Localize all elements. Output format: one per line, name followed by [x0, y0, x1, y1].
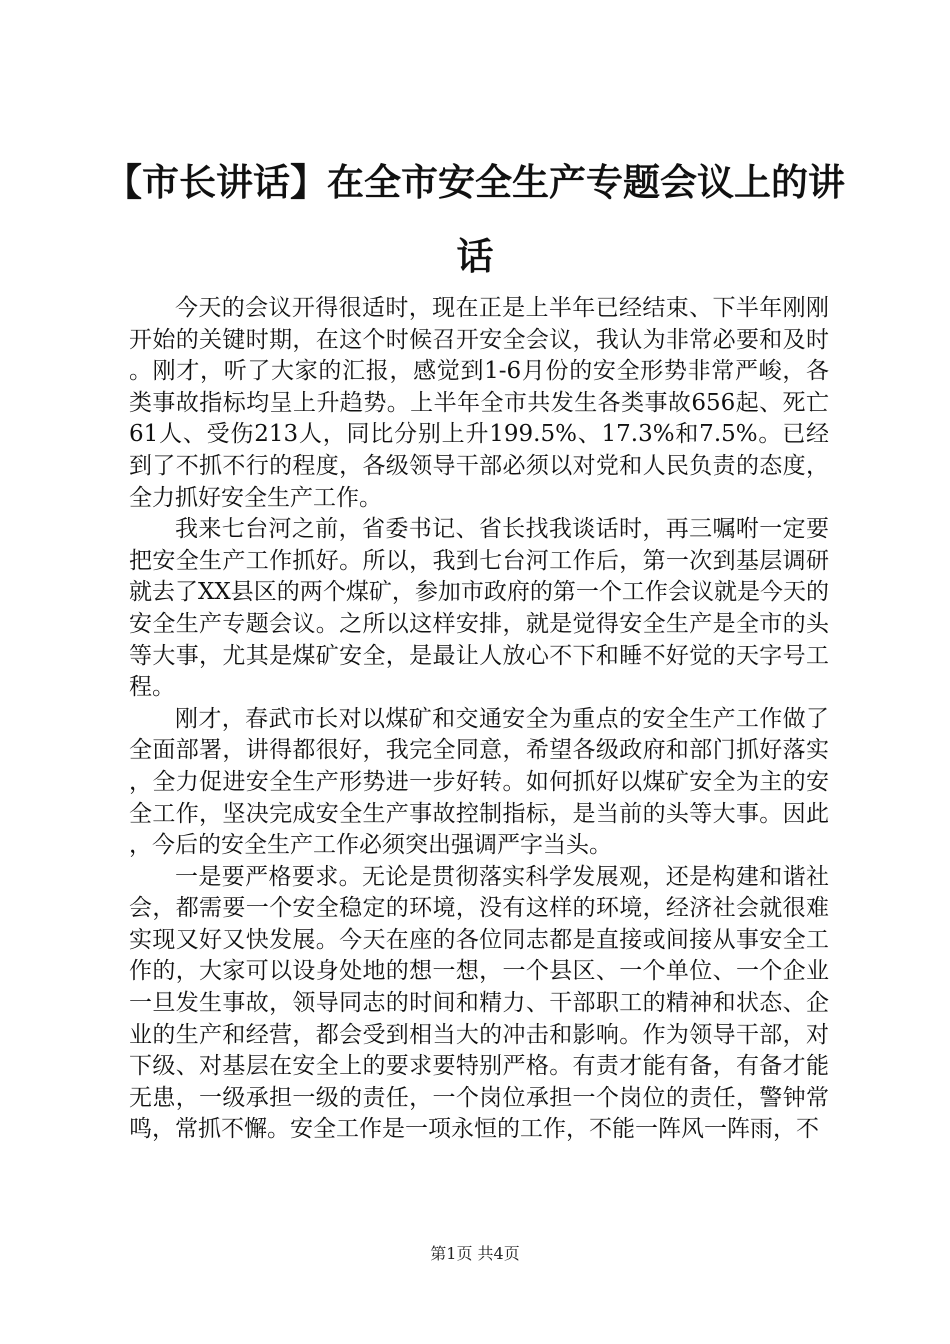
- paragraph-1: 今天的会议开得很适时，现在正是上半年已经结束、下半年刚刚开始的关键时期，在这个时候召开安全会议，我认为非常必要和及时。刚才，听了大家的汇报，感觉到1-6月份的安全形势非常严峻，各类事故指标均呈上升趋势。上半年全市共发生各类事故656起、死亡61人、受伤213人，同比分别上升199.5%、17.3%和7.5%。已经到了不抓不行的程度，各级领导干部必须以对党和人民负责的态度，全力抓好安全生产工作。: [129, 295, 829, 511]
- document-title: 【市长讲话】在全市安全生产专题会议上的讲话: [105, 161, 845, 278]
- paragraph-2: 我来七台河之前，省委书记、省长找我谈话时，再三嘱咐一定要把安全生产工作抓好。所以，我到七台河工作后，第一次到基层调研就去了XX县区的两个煤矿，参加市政府的第一个工作会议就是今天的安全生产专题会议。之所以这样安排，就是觉得安全生产是全市的头等大事，尤其是煤矿安全，是最让人放心不下和睡不好觉的天字号工程。: [129, 516, 829, 701]
- paragraph-4: 一是要严格要求。无论是贯彻落实科学发展观，还是构建和谐社会，都需要一个安全稳定的环境，没有这样的环境，经济社会就很难实现又好又快发展。今天在座的各位同志都是直接或间接从事安全工作的，大家可以设身处地的想一想，一个县区、一个单位、一个企业一旦发生事故，领导同志的时间和精力、干部职工的精神和状态、企业的生产和经营，都会受到相当大的冲击和影响。作为领导干部，对下级、对基层在安全上的要求要特别严格。有责才能有备，有备才能无患，一级承担一级的责任，一个岗位承担一个岗位的责任，警钟常鸣，常抓不懈。安全工作是一项永恒的工作，不能一阵风一阵雨，不: [129, 863, 829, 1143]
- paragraph-3: 刚才，春武市长对以煤矿和交通安全为重点的安全生产工作做了全面部署，讲得都很好，我完全同意，希望各级政府和部门抓好落实，全力促进安全生产形势进一步好转。如何抓好以煤矿安全为主的安全工作，坚决完成安全生产事故控制指标，是当前的头等大事。因此，今后的安全生产工作必须突出强调严字当头。: [129, 705, 829, 859]
- document-body: [129, 293, 829, 1146]
- page-footer: 第1页 共4页: [430, 1244, 520, 1263]
